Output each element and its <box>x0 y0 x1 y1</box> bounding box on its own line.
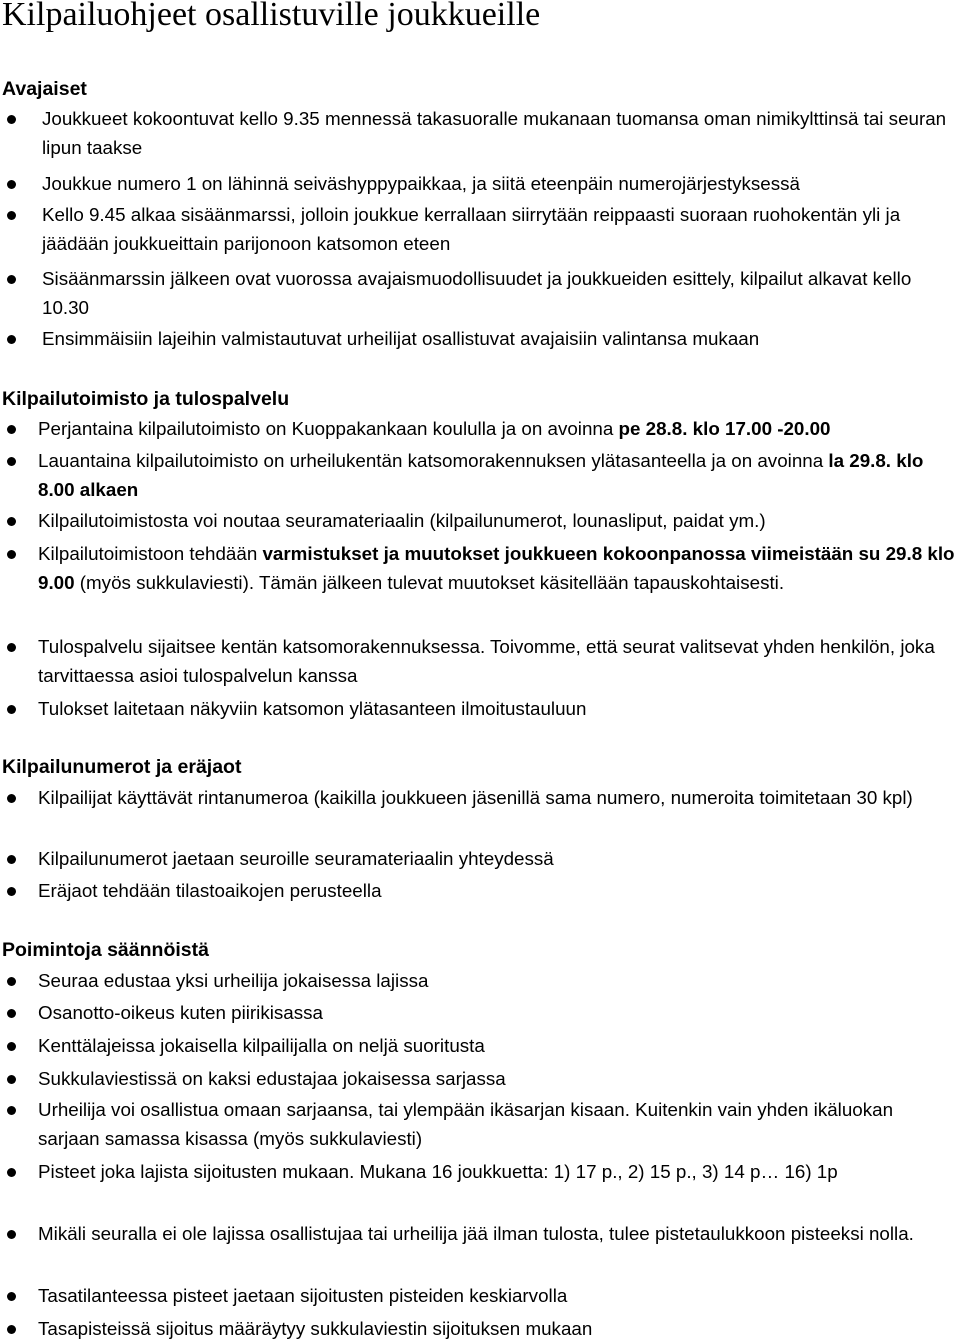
bullet-icon <box>7 425 16 434</box>
text-run: Tasatilanteessa pisteet jaetaan sijoitusten pisteiden keskiarvolla <box>38 1285 568 1306</box>
list-item-text <box>42 264 956 322</box>
list-item-text <box>38 1314 956 1343</box>
text-run: Kilpailijat käyttävät rintanumeroa (kaikilla joukkueen jäsenillä sama numero, numeroita toimitetaan 30 kpl) <box>38 787 913 808</box>
bullet-icon <box>7 1168 16 1177</box>
list-item-text <box>38 966 956 995</box>
bullet-icon <box>7 211 16 220</box>
text-run: Kilpailutoimistosta voi noutaa seuramateriaalin (kilpailunumerot, lounasliput, paidat ym.) <box>38 510 766 531</box>
bullet-icon <box>7 977 16 986</box>
text-run: Joukkue numero 1 on lähinnä seiväshyppypaikkaa, ja siitä eteenpäin numerojärjestyksessä <box>42 173 800 194</box>
text-run: Tulospalvelu sijaitsee kentän katsomorakennuksessa. Toivomme, että seurat valitsevat yhden henkilön, joka tarvittaessa asioi tulospalvelun kanssa <box>38 636 935 686</box>
list-item-text <box>38 694 956 723</box>
bullet-icon <box>7 457 16 466</box>
list-item-text <box>42 169 956 198</box>
bullet-icon <box>7 705 16 714</box>
list-item-text <box>38 998 956 1027</box>
list-item-text <box>38 446 956 504</box>
bullet-icon <box>7 1106 16 1115</box>
bullet-icon <box>7 550 16 559</box>
bullet-icon <box>7 275 16 284</box>
text-run: (myös sukkulaviesti). Tämän jälkeen tulevat muutokset käsitellään tapauskohtaisesti. <box>74 572 785 593</box>
list-item-text <box>38 1219 956 1248</box>
bullet-icon <box>7 1292 16 1301</box>
section-heading: Kilpailutoimisto ja tulospalvelu <box>2 388 290 410</box>
text-run: Sisäänmarssin jälkeen ovat vuorossa avajaismuodollisuudet ja joukkueiden esittely, kilpailut alkavat kello 10.30 <box>42 268 912 318</box>
text-run: Pisteet joka lajista sijoitusten mukaan. Mukana 16 joukkuetta: 1) 17 p., 2) 15 p., 3) 14 p… 16) 1p <box>38 1161 838 1182</box>
text-run: Perjantaina kilpailutoimisto on Kuoppakankaan koululla ja on avoinna <box>38 418 619 439</box>
text-run: Eräjaot tehdään tilastoaikojen perusteella <box>38 880 382 901</box>
bullet-icon <box>7 1042 16 1051</box>
text-run: Kello 9.45 alkaa sisäänmarssi, jolloin joukkue kerrallaan siirrytään reippaasti suoraan ruohokentän yli ja jäädään joukkueittain parijonoon katsomon eteen <box>42 204 901 254</box>
list-item-text <box>38 506 956 535</box>
bullet-icon <box>7 1230 16 1239</box>
section-heading: Poimintoja säännöistä <box>2 939 209 961</box>
list-item-text <box>42 324 956 353</box>
bullet-icon <box>7 1009 16 1018</box>
text-run: Kilpailunumerot jaetaan seuroille seuramateriaalin yhteydessä <box>38 848 554 869</box>
list-item-text <box>38 1157 956 1186</box>
bullet-icon <box>7 1325 16 1334</box>
list-item-text <box>38 414 956 443</box>
text-run: Tulokset laitetaan näkyviin katsomon ylätasanteen ilmoitustauluun <box>38 698 587 719</box>
list-item-text <box>38 539 956 597</box>
list-item-text <box>38 1064 956 1093</box>
text-run: Kenttälajeissa jokaisella kilpailijalla on neljä suoritusta <box>38 1035 485 1056</box>
page-title: Kilpailuohjeet osallistuville joukkueille <box>2 0 541 33</box>
list-item-text <box>38 783 956 812</box>
text-run: Lauantaina kilpailutoimisto on urheilukentän katsomorakennuksen ylätasanteella ja on avoinna <box>38 450 829 471</box>
bullet-icon <box>7 115 16 124</box>
bold-text: pe 28.8. klo 17.00 -20.00 <box>618 418 831 439</box>
text-run: Mikäli seuralla ei ole lajissa osallistujaa tai urheilija jää ilman tulosta, tulee pistetaulukkoon pisteeksi nolla. <box>38 1223 914 1244</box>
bullet-icon <box>7 517 16 526</box>
list-item-text <box>38 1281 956 1310</box>
bullet-icon <box>7 1075 16 1084</box>
section-heading: Avajaiset <box>2 78 87 100</box>
bullet-icon <box>7 335 16 344</box>
section-heading: Kilpailunumerot ja eräjaot <box>2 756 242 778</box>
bullet-icon <box>7 887 16 896</box>
list-item-text <box>38 1031 956 1060</box>
bullet-icon <box>7 855 16 864</box>
list-item-text <box>42 104 956 162</box>
bullet-icon <box>7 643 16 652</box>
text-run: Kilpailutoimistoon tehdään <box>38 543 263 564</box>
list-item-text <box>38 876 956 905</box>
text-run: Joukkueet kokoontuvat kello 9.35 mennessä takasuoralle mukanaan tuomansa oman nimikylttinsä tai seuran lipun taakse <box>42 108 947 158</box>
text-run: Sukkulaviestissä on kaksi edustajaa jokaisessa sarjassa <box>38 1068 506 1089</box>
list-item-text <box>42 200 956 258</box>
text-run: Urheilija voi osallistua omaan sarjaansa, tai ylempään ikäsarjan kisaan. Kuitenkin vain yhden ikäluokan sarjaan samassa kisassa (myös sukkulaviesti) <box>38 1099 894 1149</box>
list-item-text <box>38 632 956 690</box>
text-run: Tasapisteissä sijoitus määräytyy sukkulaviestin sijoituksen mukaan <box>38 1318 593 1339</box>
bold-text: varmistukset ja muutokset joukkueen kokoonpanossa viimeistään su 29.8 klo 9.00 <box>38 543 955 593</box>
text-run: Seuraa edustaa yksi urheilija jokaisessa lajissa <box>38 970 429 991</box>
bullet-icon <box>7 794 16 803</box>
bullet-icon <box>7 180 16 189</box>
text-run: Ensimmäisiin lajeihin valmistautuvat urheilijat osallistuvat avajaisiin valintansa mukaan <box>42 328 760 349</box>
text-run: Osanotto-oikeus kuten piirikisassa <box>38 1002 323 1023</box>
list-item-text <box>38 1095 956 1153</box>
list-item-text <box>38 844 956 873</box>
bold-text: la 29.8. klo 8.00 alkaen <box>38 450 924 500</box>
